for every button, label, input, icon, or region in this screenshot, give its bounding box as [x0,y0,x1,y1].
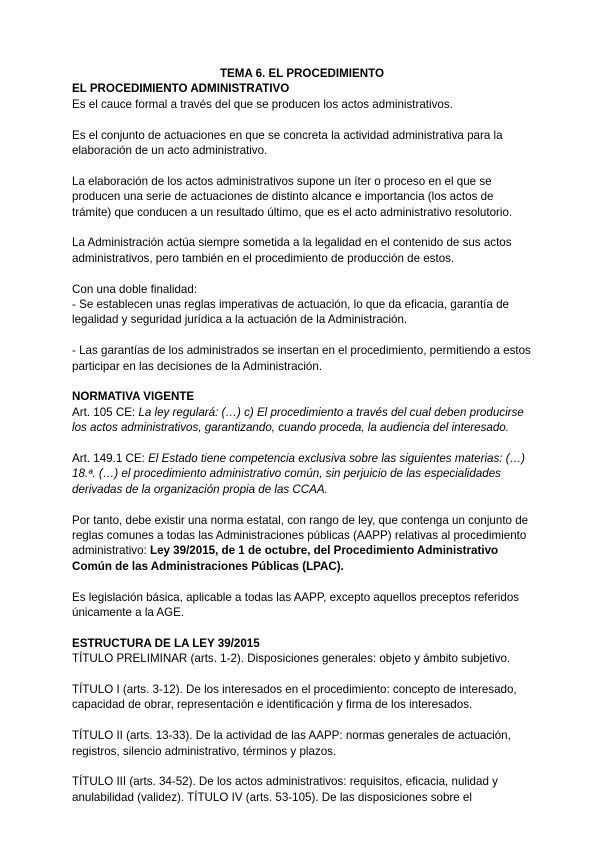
paragraph: Con una doble finalidad: [72,282,198,296]
paragraph: La elaboración de los actos administrativos supone un íter o proceso en el que se producen una serie de actuaciones de distinto alcance e importancia (los actos de trámite) que conducen a un resultado último, que es el acto administrativo resolutorio. [72,174,513,219]
title-item: TÍTULO III (arts. 34-52). De los actos administrativos: requisitos, eficacia, nulidad y anulabilidad (validez). TÍTULO IV (arts. 53-105). De las disposiciones sobre el [72,775,498,804]
paragraph: Es el conjunto de actuaciones en que se concreta la actividad administrativa para la elaboración de un acto administrativo. [72,128,503,158]
article-quote: El Estado tiene competencia exclusiva sobre las siguientes materias: (…) 18.ª. (…) el procedimiento administrativo común, sin perjuicio de las especialidades derivadas de la organización propia de las CCAA. [72,452,526,496]
title-item: TÍTULO II (arts. 13-33). De la actividad de las AAPP: normas generales de actuación, registros, silencio administrativo, términos y plazos. [72,729,511,758]
article-quote: La ley regulará: (…) c) El procedimiento a través del cual deben producirse los actos administrativos, garantizando, cuando proceda, la audiencia del interesado. [72,405,524,435]
paragraph: La Administración actúa siempre sometida a la legalidad en el contenido de sus actos administrativos, pero también en el procedimiento de producción de estos. [72,236,512,265]
section-heading-normativa: NORMATIVA VIGENTE [72,390,195,404]
article-label: Art. 149.1 CE: [72,452,145,466]
document-body [72,66,532,805]
list-item: - Se establecen unas reglas imperativas de actuación, lo que da eficacia, garantía de legalidad y seguridad jurídica a la actuación de la Administración. [72,298,509,327]
paragraph [72,513,532,575]
article-105-paragraph [72,405,532,436]
article-label: Art. 105 CE: [72,405,136,419]
section-heading-estructura: ESTRUCTURA DE LA LEY 39/2015 [72,636,260,650]
paragraph: Es el cauce formal a través del que se producen los actos administrativos. [72,97,453,111]
paragraph-text: Por tanto, debe existir una norma estatal, con rango de ley, que contenga un conjunto de reglas comunes a todas las Administraciones públicas (AAPP) relativas al procedimiento administrativo: [72,513,529,558]
article-149-paragraph [72,451,532,497]
law-name: Ley 39/2015, de 1 de octubre, del Procedimiento Administrativo Común de las Administraciones Públicas (LPAC). [72,544,499,573]
list-item: - Las garantías de los administrados se insertan en el procedimiento, permitiendo a estos participar en las decisiones de la Administración. [72,344,531,373]
title-item: TÍTULO PRELIMINAR (arts. 1-2). Disposiciones generales: objeto y ámbito subjetivo. [72,652,511,666]
paragraph: Es legislación básica, aplicable a todas las AAPP, excepto aquellos preceptos referidos únicamente a la AGE. [72,590,520,620]
section-heading-procedimiento: EL PROCEDIMIENTO ADMINISTRATIVO [72,82,290,96]
title-item: TÍTULO I (arts. 3-12). De los interesados en el procedimiento: concepto de interesado, capacidad de obrar, representación e identificación y firma de los interesados. [72,683,517,712]
page-title: TEMA 6. EL PROCEDIMIENTO [219,67,385,80]
